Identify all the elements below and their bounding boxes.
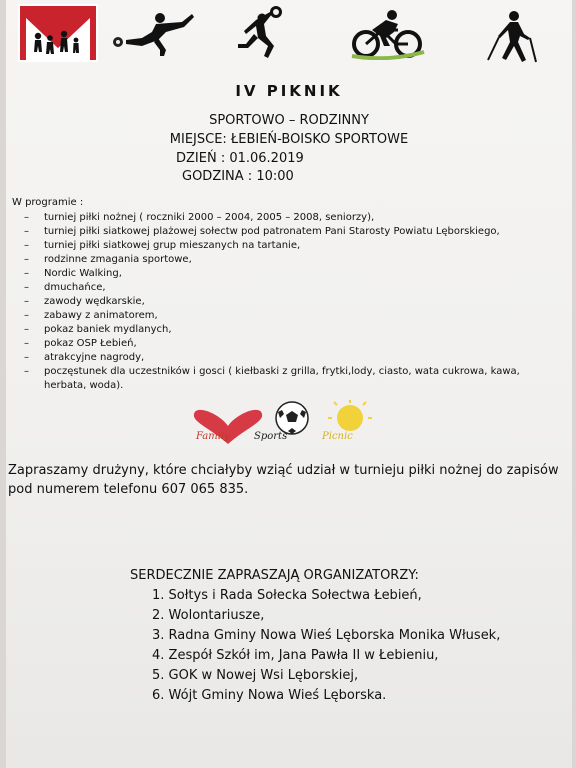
cyclist-icon xyxy=(350,10,426,60)
organizer-item: 2. Wolontariusze, xyxy=(152,608,265,623)
organizer-item: 4. Zespół Szkół im, Jana Pawła II w Łebieniu, xyxy=(152,648,439,663)
event-time: GODZINA : 10:00 xyxy=(182,169,294,184)
program-item: – rodzinne zmagania sportowe, xyxy=(24,253,564,267)
program-item: – turniej piłki siatkowej plażowej sołectw pod patronatem Pani Starosty Powiatu Lęborskiego, xyxy=(24,225,564,239)
program-item: – poczęstunek dla uczestników i gosci ( kiełbaski z grilla, frytki,lody, ciasto, wata cukrowa, kawa, herbata, woda). xyxy=(24,365,564,393)
program-item: – Nordic Walking, xyxy=(24,267,564,281)
event-place: MIEJSCE: ŁEBIEŃ-BOISKO SPORTOWE xyxy=(169,132,409,147)
program-item: – turniej piłki nożnej ( roczniki 2000 – 2004, 2005 – 2008, seniorzy), xyxy=(24,211,564,225)
football-kick-icon xyxy=(112,10,196,60)
invite-text: Zapraszamy drużyny, które chciałyby wziąć udział w turnieju piłki nożnej do zapisów pod numerem telefonu 607 065 835. xyxy=(8,463,559,497)
program-item: – zabawy z animatorem, xyxy=(24,309,564,323)
organizer-item: 6. Wójt Gminy Nowa Wieś Lęborska. xyxy=(152,688,387,703)
family-heart-logo-icon xyxy=(18,4,98,62)
program-item: – zawody wędkarskie, xyxy=(24,295,564,309)
program-item: – dmuchańce, xyxy=(24,281,564,295)
family-sports-picnic-logo xyxy=(192,400,392,450)
event-subtitle: SPORTOWO – RODZINNY xyxy=(209,113,369,128)
organizers-title: SERDECZNIE ZAPRASZAJĄ ORGANIZATORZY: xyxy=(130,568,419,583)
program-item: – pokaz OSP Łebień, xyxy=(24,337,564,351)
program-list xyxy=(24,211,564,393)
flyer-page xyxy=(6,0,572,768)
logo-word-sports: Sports xyxy=(254,431,288,442)
sun-icon xyxy=(328,400,372,431)
organizer-item: 3. Radna Gminy Nowa Wieś Lęborska Monika Włusek, xyxy=(152,628,501,643)
program-title: W programie : xyxy=(12,197,84,208)
program-item: – pokaz baniek mydlanych, xyxy=(24,323,564,337)
event-title: IV PIKNIK xyxy=(235,82,343,100)
logo-word-family: Family xyxy=(196,431,230,442)
nordic-walking-icon xyxy=(484,10,540,64)
program-item: – turniej piłki siatkowej grup mieszanych na tartanie, xyxy=(24,239,564,253)
volleyball-spike-icon xyxy=(234,4,290,62)
football-icon xyxy=(276,402,308,434)
organizer-item: 1. Sołtys i Rada Sołecka Sołectwa Łebień, xyxy=(152,588,422,603)
logo-word-picnic: Picnic xyxy=(322,431,353,442)
organizers-list xyxy=(152,586,500,706)
organizer-item: 5. GOK w Nowej Wsi Lęborskiej, xyxy=(152,668,359,683)
program-item: – atrakcyjne nagrody, xyxy=(24,351,564,365)
event-date: DZIEŃ : 01.06.2019 xyxy=(176,151,304,166)
